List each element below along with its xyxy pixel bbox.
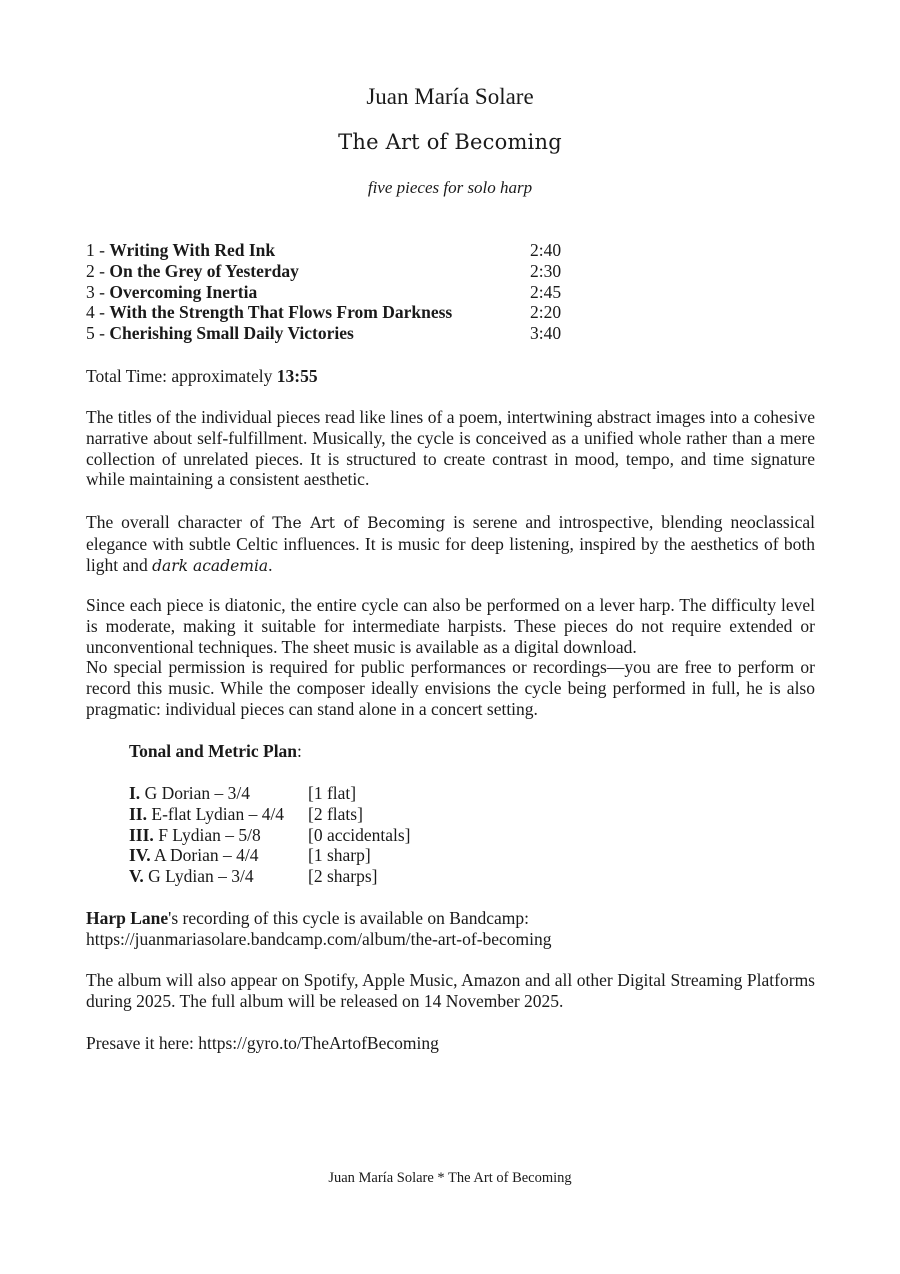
presave [86, 1033, 815, 1054]
track-item [86, 240, 586, 261]
track-title: With the Strength That Flows From Darkness [109, 302, 453, 323]
track-duration: 2:45 [530, 281, 562, 302]
plan-mode: A Dorian – 4/4 [150, 845, 259, 866]
track-item [86, 261, 586, 282]
total-time-label: Total Time: approximately [86, 366, 277, 386]
paragraph-intro [86, 407, 815, 490]
track-item [86, 302, 586, 323]
plan-mode: G Dorian – 3/4 [140, 783, 251, 803]
paragraph-text: Since each piece is diatonic, the entire cycle can also be performed on a lever harp. The difficulty level is moderate, making it suitable for intermediate harpists. These pieces do not require extended or unconventional techniques. The sheet music is available as a digital download. [86, 595, 815, 657]
paragraph-text: The titles of the individual pieces read like lines of a poem, intertwining abstract images into a cohesive narrative about self-fulfillment. Musically, the cycle is conceived as a unified whole rather than a mere collection of unrelated pieces. It is structured to create contrast in mood, tempo, and time signature while maintaining a consistent aesthetic. [86, 407, 815, 490]
track-number: 4 - [86, 302, 110, 323]
plan-accidentals: [1 flat] [308, 783, 357, 803]
paragraph-streaming [86, 970, 815, 1012]
track-number: 3 - [86, 281, 110, 302]
dark-academia-term: dark academia [152, 556, 269, 575]
track-title: Overcoming Inertia [109, 281, 258, 302]
plan-heading [129, 741, 302, 762]
plan-row [129, 845, 411, 866]
plan-row [129, 825, 411, 846]
total-time-value: 13:55 [276, 366, 318, 386]
bandcamp-link[interactable]: https://juanmariasolare.bandcamp.com/album/the-art-of-becoming [86, 928, 552, 949]
composer-name: Juan María Solare [366, 84, 534, 109]
paragraph-performance [86, 595, 815, 720]
plan-row [129, 866, 411, 887]
track-duration: 2:40 [530, 240, 562, 260]
plan-heading-text: Tonal and Metric Plan [129, 741, 298, 761]
page-footer: Juan María Solare * The Art of Becoming [328, 1170, 572, 1186]
paragraph-character [86, 512, 815, 576]
tonal-plan [129, 783, 411, 887]
plan-numeral: II. [129, 803, 147, 824]
track-title: Writing With Red Ink [109, 240, 276, 260]
track-duration: 3:40 [530, 323, 562, 344]
work-title: The Art of Becoming [338, 130, 562, 154]
track-item [86, 323, 586, 344]
plan-numeral: I. [129, 783, 141, 803]
plan-numeral: IV. [129, 845, 151, 866]
track-duration: 2:20 [530, 302, 562, 323]
track-item [86, 282, 586, 303]
presave-link[interactable]: https://gyro.to/TheArtofBecoming [198, 1033, 439, 1053]
plan-accidentals: [1 sharp] [308, 845, 371, 866]
paragraph-text: No special permission is required for public performances or recordings—you are free to perform or record this music. While the composer ideally envisions the cycle being performed in full, he is also pragmatic: individual pieces can stand alone in a concert setting. [86, 657, 815, 719]
plan-accidentals: [0 accidentals] [308, 824, 411, 845]
track-number: 2 - [86, 260, 110, 281]
presave-label: Presave it here: [86, 1033, 199, 1053]
paragraph-text: is serene and introspective, blending neoclassical elegance with subtle Celtic influences. It is music for deep listening, inspired by the aesthetics of both light and [86, 512, 815, 575]
plan-accidentals: [2 flats] [308, 803, 363, 824]
work-title-inline: The Art of Becoming [272, 514, 446, 532]
plan-numeral: V. [129, 866, 144, 887]
paragraph-text: The overall character of [86, 512, 273, 532]
plan-accidentals: [2 sharps] [308, 866, 378, 887]
plan-heading-colon: : [297, 741, 302, 761]
track-number: 1 - [86, 240, 110, 260]
plan-mode: E-flat Lydian – 4/4 [147, 803, 285, 824]
artist-name: Harp Lane [86, 908, 169, 928]
plan-row [129, 783, 411, 804]
plan-row [129, 804, 411, 825]
recording-text: 's recording of this cycle is available on Bandcamp: [168, 908, 529, 928]
work-subtitle: five pieces for solo harp [367, 178, 533, 197]
track-title: Cherishing Small Daily Victories [109, 323, 354, 344]
paragraph-text: The album will also appear on Spotify, Apple Music, Amazon and all other Digital Streaming Platforms during 2025. The full album will be released on 14 November 2025. [86, 970, 815, 1011]
track-number: 5 - [86, 323, 110, 344]
track-duration: 2:30 [530, 260, 562, 281]
track-list [86, 240, 586, 344]
plan-mode: G Lydian – 3/4 [143, 866, 254, 887]
recording-info [86, 908, 815, 950]
plan-mode: F Lydian – 5/8 [153, 824, 261, 845]
plan-numeral: III. [129, 824, 154, 845]
total-time [86, 366, 815, 387]
track-title: On the Grey of Yesterday [109, 260, 299, 281]
paragraph-text: . [268, 554, 273, 575]
